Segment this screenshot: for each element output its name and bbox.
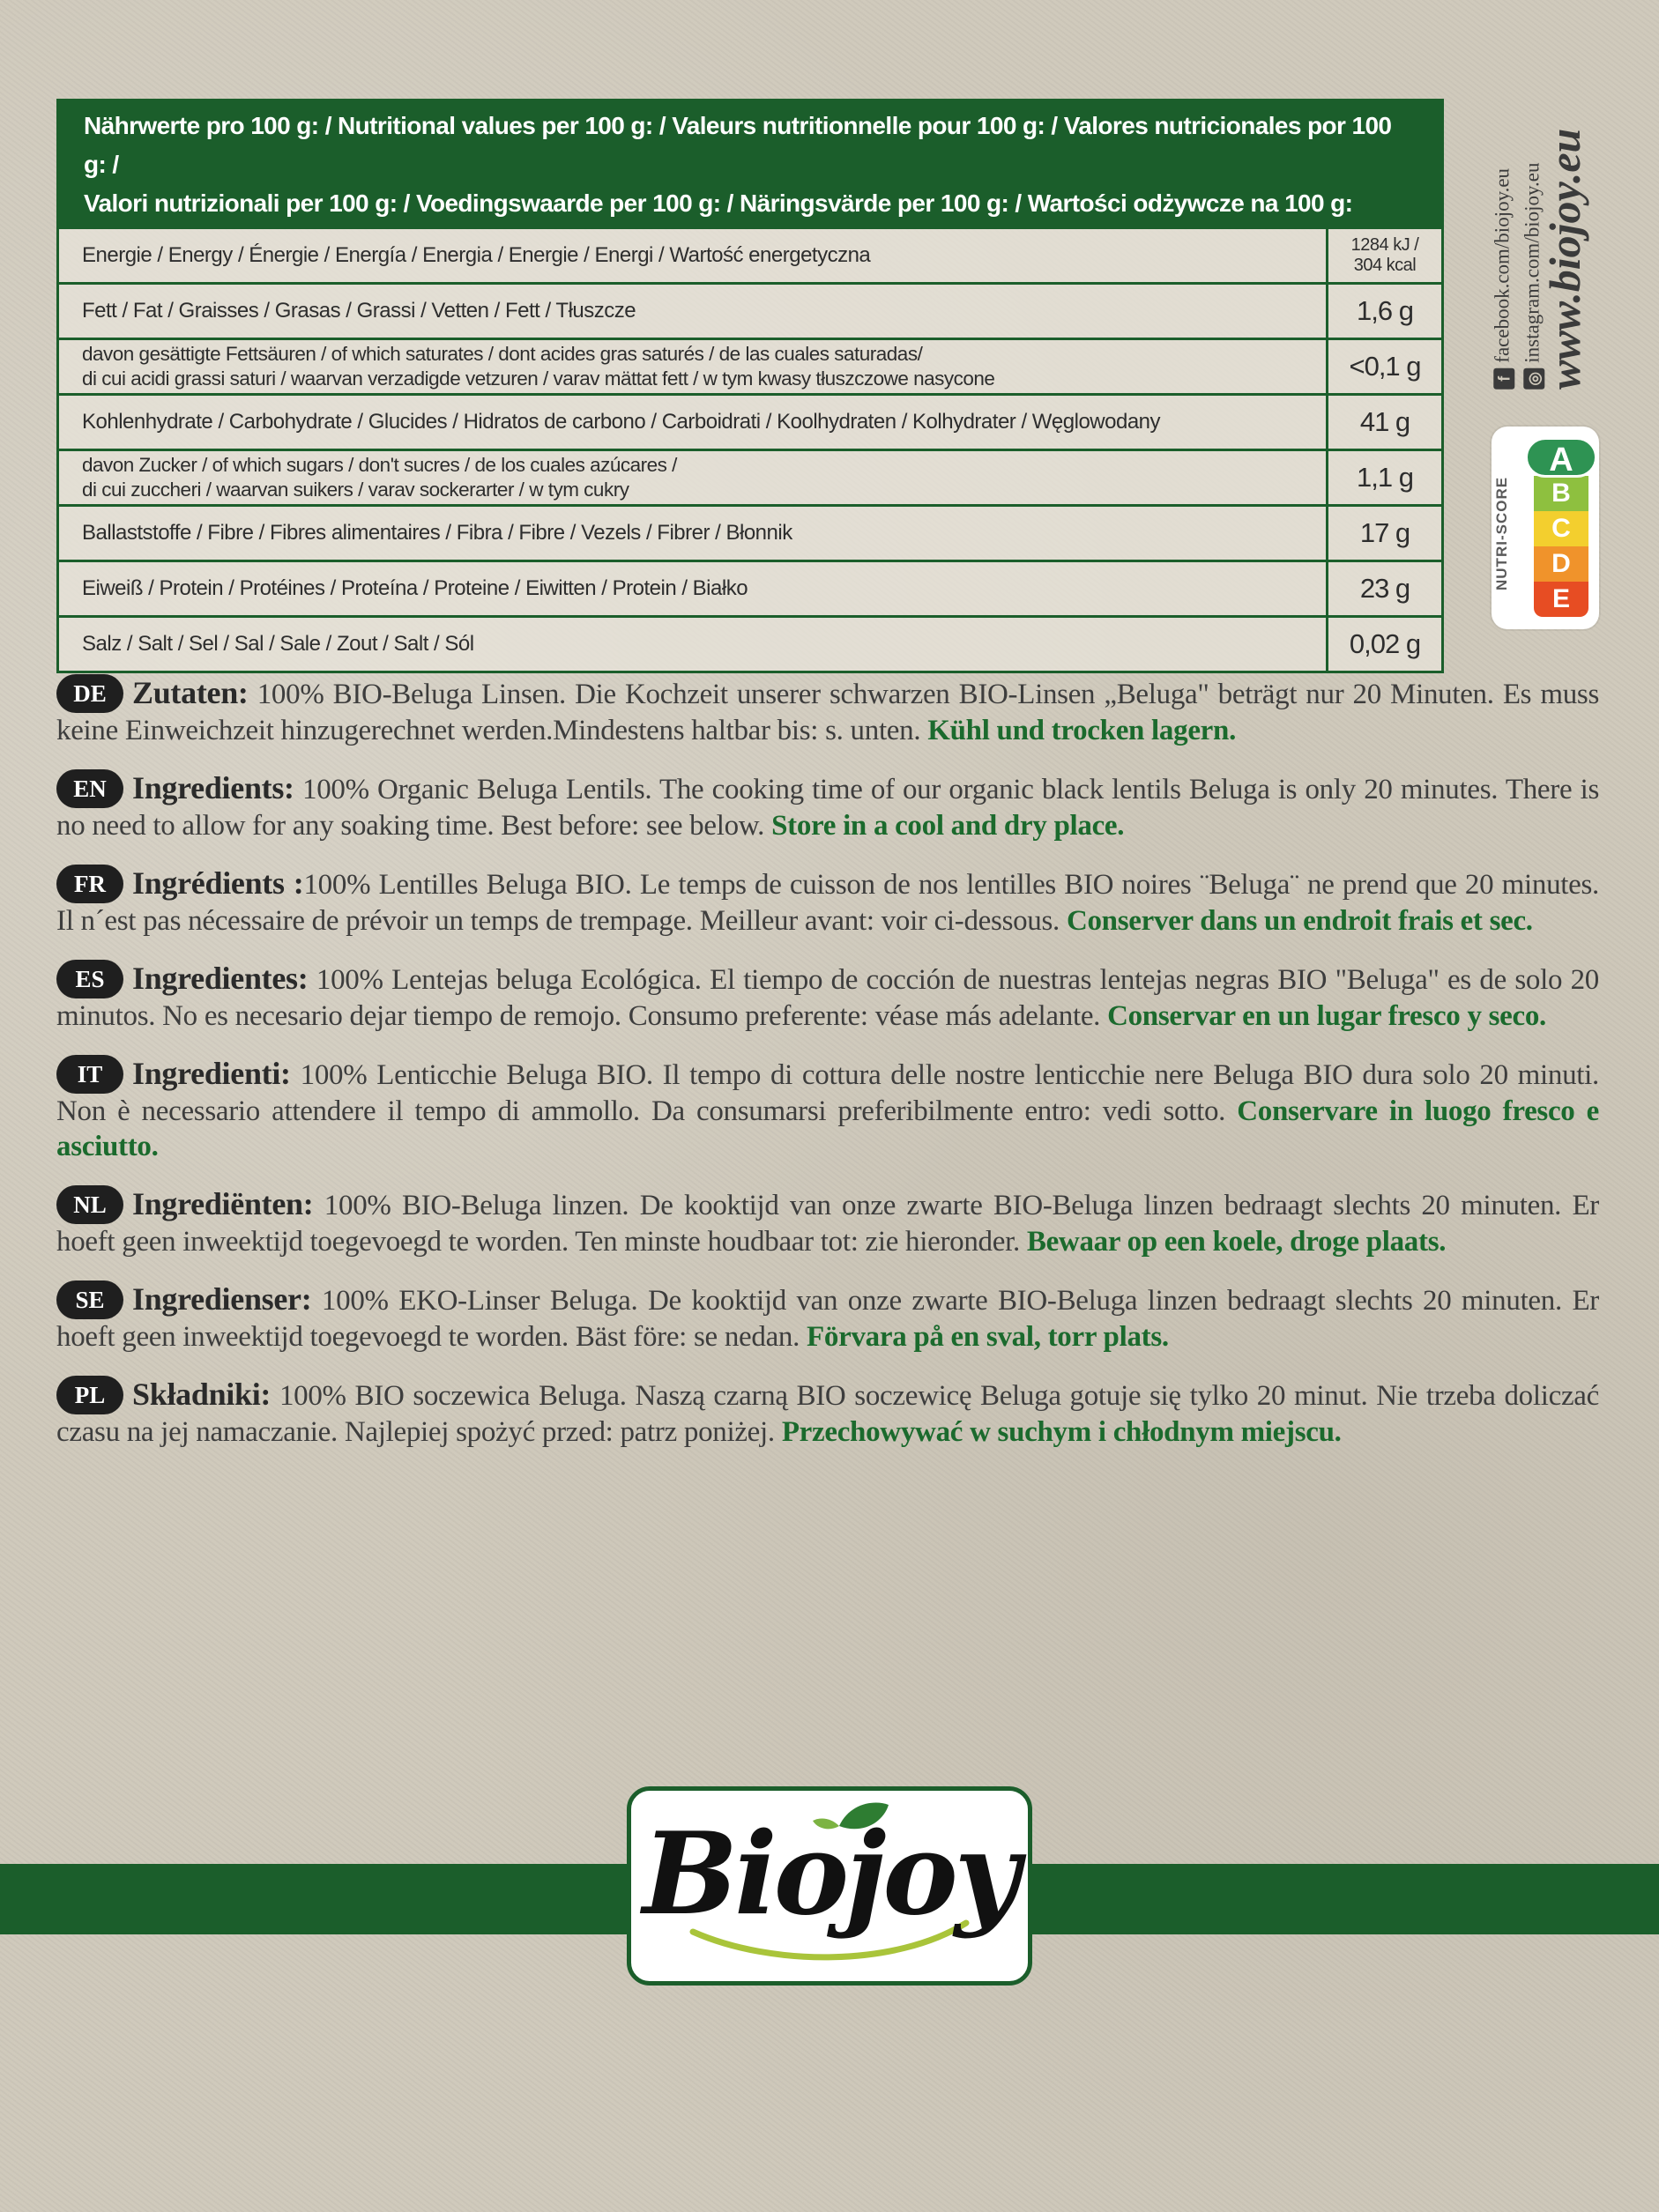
nutriscore-label: NUTRI-SCORE (1493, 476, 1510, 590)
sugars-label-line1: davon Zucker / of which sugars / don't sucres / de los cuales azúcares / (82, 454, 677, 476)
nutrition-header (59, 101, 1441, 226)
ingredients-heading-se: Ingredienser: (132, 1281, 312, 1317)
saturates-label-line1: davon gesättigte Fettsäuren / of which saturates / dont acides gras saturés / de las cuales saturadas/ (82, 343, 923, 365)
storage-note-nl: Bewaar op een koele, droge plaats. (1026, 1226, 1447, 1258)
storage-note-en: Store in a cool and dry place. (771, 810, 1125, 842)
ingredients-text-nl: 100% BIO-Beluga linzen. De kooktijd van onze zwarte BIO-Beluga linzen bedraagt slechts 20 minuten. Er hoeft geen inweektijd toegevoegd te worden. Ten minste houdbaar tot: zie hieronder. (56, 1190, 1599, 1258)
ingredients-paragraph-en (56, 769, 1599, 843)
ingredients-heading-fr: Ingrédients : (132, 865, 304, 901)
social-links (1488, 99, 1594, 390)
ingredients-heading-en: Ingredients: (132, 770, 294, 805)
sugars-value: 1,1 g (1326, 451, 1441, 504)
nutriscore-grades (1534, 437, 1588, 617)
language-badge-es: ES (56, 960, 123, 998)
ingredients-text-fr: 100% Lentilles Beluga BIO. Le temps de cuisson de nos lentilles BIO noires ¨Beluga¨ ne prend que 20 minutes. Il n´est pas nécessaire de prévoir un temps de trempage. Meilleur avant: voir ci-dessous. (56, 869, 1599, 937)
sugars-label (59, 451, 1326, 504)
language-badge-se: SE (56, 1280, 123, 1319)
carbs-value: 41 g (1326, 396, 1441, 449)
ingredients-heading-nl: Ingrediënten: (132, 1186, 314, 1221)
protein-label: Eiweiß / Protein / Protéines / Proteína / Proteine / Eiwitten / Protein / Białko (82, 576, 748, 600)
ingredients-text-en: 100% Organic Beluga Lentils. The cooking time of our organic black lentils Beluga is only 20 minutes. There is no need to allow for any soaking time. Best before: see below. (56, 774, 1599, 842)
table-row-fibre (59, 504, 1441, 560)
table-row-sugars (59, 449, 1441, 504)
energy-label: Energie / Energy / Énergie / Energía / Energia / Energie / Energi / Wartość energetyczna (82, 243, 871, 267)
nutriscore-grade-e: E (1534, 582, 1588, 617)
nutrition-header-line1: Nährwerte pro 100 g: / Nutritional values per 100 g: / Valeurs nutritionnelle pour 100 g: / Valores nutricionales por 100 g: / (84, 112, 1392, 178)
saturates-label (59, 340, 1326, 393)
ingredients-paragraph-it (56, 1055, 1599, 1164)
ingredients-section (56, 674, 1599, 1471)
table-row-energy (59, 226, 1441, 282)
nutriscore-grade-c: C (1534, 511, 1588, 546)
table-row-protein (59, 560, 1441, 615)
ingredients-heading-es: Ingredientes: (132, 961, 309, 996)
storage-note-es: Conservar en un lugar fresco y seco. (1107, 1000, 1546, 1032)
facebook-link-text: facebook.com/biojoy.eu (1491, 168, 1514, 363)
nutrition-table (56, 99, 1444, 673)
nutriscore-grade-b: B (1534, 476, 1588, 511)
energy-value (1326, 229, 1441, 282)
fibre-label: Ballaststoffe / Fibre / Fibres alimentaires / Fibra / Fibre / Vezels / Fibrer / Błonnik (82, 521, 792, 545)
protein-value: 23 g (1326, 562, 1441, 615)
fat-label: Fett / Fat / Graisses / Grasas / Grassi / Vetten / Fett / Tłuszcze (82, 299, 636, 323)
nutrition-header-line2: Valori nutrizionali per 100 g: / Voedingswaarde per 100 g: / Näringsvärde per 100 g: / Wartości odżywcze na 100 g: (84, 189, 1353, 217)
language-badge-de: DE (56, 674, 123, 713)
storage-note-se: Förvara på en sval, torr plats. (807, 1321, 1169, 1353)
ingredients-paragraph-es (56, 960, 1599, 1034)
ingredients-heading-it: Ingredienti: (132, 1056, 291, 1091)
ingredients-text-it: 100% Lenticchie Beluga BIO. Il tempo di cottura delle nostre lenticchie nere Beluga BIO dura solo 20 minuti. Non è necessario attendere il tempo di ammollo. Da consumarsi preferibilmente entro: vedi sotto. (56, 1059, 1599, 1127)
language-badge-en: EN (56, 769, 123, 808)
language-badge-fr: FR (56, 865, 123, 903)
saturates-value: <0,1 g (1326, 340, 1441, 393)
energy-kj: 1284 kJ / (1350, 235, 1419, 255)
table-row-fat (59, 282, 1441, 338)
storage-note-pl: Przechowywać w suchym i chłodnym miejscu. (781, 1416, 1342, 1448)
instagram-link-text: instagram.com/biojoy.eu (1521, 162, 1544, 363)
facebook-icon: f (1493, 368, 1514, 390)
language-badge-nl: NL (56, 1185, 123, 1224)
table-row-carbs (59, 393, 1441, 449)
instagram-icon: ◎ (1523, 368, 1544, 390)
language-badge-it: IT (56, 1055, 123, 1094)
ingredients-paragraph-nl (56, 1185, 1599, 1259)
language-badge-pl: PL (56, 1376, 123, 1414)
fibre-value: 17 g (1326, 507, 1441, 560)
ingredients-paragraph-fr (56, 865, 1599, 939)
storage-note-de: Kühl und trocken lagern. (927, 715, 1237, 746)
ingredients-paragraph-de (56, 674, 1599, 748)
ingredients-text-se: 100% EKO-Linser Beluga. De kooktijd van onze zwarte BIO-Beluga linzen bedraagt slechts 20 minuten. Er hoeft geen inweektijd toegevoegd te worden. Bäst före: se nedan. (56, 1285, 1599, 1353)
table-row-saturates (59, 338, 1441, 393)
table-row-salt (59, 615, 1441, 671)
ingredients-text-de: 100% BIO-Beluga Linsen. Die Kochzeit unserer schwarzen BIO-Linsen „Beluga" beträgt nur 20 Minuten. Es muss keine Einweichzeit hinzugerechnet werden.Mindestens haltbar bis: s. unten. (56, 679, 1599, 746)
ingredients-heading-pl: Składniki: (132, 1377, 272, 1412)
ingredients-text-pl: 100% BIO soczewica Beluga. Naszą czarną BIO soczewicę Beluga gotuje się tylko 20 minut. Nie trzeba doliczać czasu na jej namaczanie. Najlepiej spożyć przed: patrz poniżej. (56, 1380, 1599, 1448)
facebook-link[interactable] (1491, 168, 1514, 390)
fat-value: 1,6 g (1326, 285, 1441, 338)
biojoy-logo (627, 1786, 1032, 1986)
salt-value: 0,02 g (1326, 618, 1441, 671)
storage-note-it: Conservare in luogo fresco e asciutto. (56, 1095, 1599, 1162)
website-link[interactable]: www.biojoy.eu (1540, 128, 1589, 390)
ingredients-paragraph-pl (56, 1376, 1599, 1450)
nutriscore-badge (1492, 427, 1599, 629)
carbs-label: Kohlenhydrate / Carbohydrate / Glucides / Hidratos de carbono / Carboidrati / Koolhydraten / Kolhydrater / Węglowodany (82, 410, 1161, 434)
sugars-label-line2: di cui zuccheri / waarvan suikers / varav sockerarter / w tym cukry (82, 479, 629, 501)
ingredients-heading-de: Zutaten: (132, 675, 249, 710)
ingredients-text-es: 100% Lentejas beluga Ecológica. El tiempo de cocción de nuestras lentejas negras BIO "Beluga" es de solo 20 minutos. No es necesario dejar tiempo de remojo. Consumo preferente: véase más adelante. (56, 964, 1599, 1032)
salt-label: Salz / Salt / Sel / Sal / Sale / Zout / Salt / Sól (82, 632, 474, 656)
nutriscore-grade-d: D (1534, 546, 1588, 582)
logo-text: Biojoy (642, 1808, 1017, 1941)
nutriscore-grade-a: A (1525, 437, 1597, 478)
storage-note-fr: Conserver dans un endroit frais et sec. (1066, 905, 1533, 937)
energy-kcal: 304 kcal (1353, 256, 1417, 275)
saturates-label-line2: di cui acidi grassi saturi / waarvan verzadigde vetzuren / varav mättat fett / w tym kwasy tłuszczowe nasycone (82, 367, 995, 390)
ingredients-paragraph-se (56, 1280, 1599, 1355)
